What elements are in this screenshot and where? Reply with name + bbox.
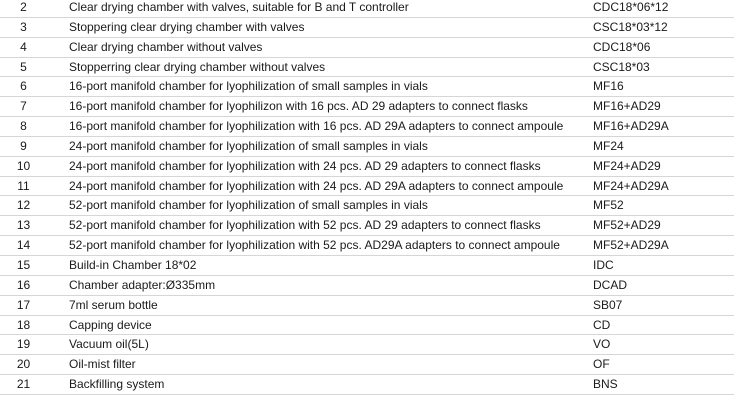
row-product-code: BNS xyxy=(593,377,618,392)
row-number: 19 xyxy=(16,337,31,352)
row-number: 15 xyxy=(16,257,31,272)
table-row xyxy=(0,296,734,316)
row-description: 52-port manifold chamber for lyophilization with 52 pcs. AD 29 adapters to connect flasks xyxy=(69,218,541,233)
table-row xyxy=(0,117,734,137)
row-product-code: CSC18*03*12 xyxy=(593,19,668,34)
row-product-code: MF16+AD29 xyxy=(593,99,661,114)
row-description: 52-port manifold chamber for lyophilization of small samples in vials xyxy=(69,198,428,213)
row-number: 12 xyxy=(16,198,31,213)
row-description: Backfilling system xyxy=(69,377,165,392)
row-number: 9 xyxy=(20,138,27,153)
row-number: 8 xyxy=(20,119,27,134)
row-number: 13 xyxy=(16,218,31,233)
row-product-code: MF16 xyxy=(593,79,624,94)
row-description: Clear drying chamber with valves, suitable for B and T controller xyxy=(69,0,409,14)
row-product-code: IDC xyxy=(593,257,614,272)
row-product-code: MF24 xyxy=(593,138,624,153)
row-number: 16 xyxy=(16,277,31,292)
row-number: 18 xyxy=(16,317,31,332)
table-row xyxy=(0,355,734,375)
table-row xyxy=(0,0,734,18)
row-product-code: MF16+AD29A xyxy=(593,119,669,134)
row-number: 14 xyxy=(16,238,31,253)
table-row xyxy=(0,177,734,197)
table-row xyxy=(0,77,734,97)
row-number: 10 xyxy=(16,158,31,173)
row-number: 7 xyxy=(20,99,27,114)
row-description: 52-port manifold chamber for lyophilization with 52 pcs. AD29A adapters to connect ampoule xyxy=(69,238,560,253)
row-product-code: MF52+AD29 xyxy=(593,218,661,233)
row-description: Stoppering clear drying chamber with valves xyxy=(69,19,305,34)
row-number: 11 xyxy=(17,178,30,193)
row-product-code: SB07 xyxy=(593,297,623,312)
row-description: 24-port manifold chamber for lyophilization with 24 pcs. AD 29 adapters to connect flasks xyxy=(69,158,541,173)
table-row xyxy=(0,216,734,236)
row-description: Stopperring clear drying chamber without valves xyxy=(69,59,326,74)
row-product-code: MF24+AD29A xyxy=(593,178,669,193)
row-number: 5 xyxy=(20,59,27,74)
table-row xyxy=(0,97,734,117)
table-row xyxy=(0,18,734,38)
row-description: 7ml serum bottle xyxy=(69,297,158,312)
row-description: 16-port manifold chamber for lyophilization with 16 pcs. AD 29A adapters to connect ampoule xyxy=(69,119,564,134)
row-description: 16-port manifold chamber for lyophilizon with 16 pcs. AD 29 adapters to connect flasks xyxy=(69,99,528,114)
row-number: 2 xyxy=(20,0,27,14)
row-number: 3 xyxy=(20,19,27,34)
row-number: 20 xyxy=(16,357,31,372)
table-row xyxy=(0,58,734,78)
row-description: Oil-mist filter xyxy=(69,357,136,372)
row-product-code: MF24+AD29 xyxy=(593,158,661,173)
row-product-code: CDC18*06 xyxy=(593,39,651,54)
row-product-code: MF52 xyxy=(593,198,624,213)
row-number: 6 xyxy=(20,79,27,94)
row-description: 16-port manifold chamber for lyophilization of small samples in vials xyxy=(69,79,428,94)
table-row xyxy=(0,137,734,157)
row-number: 21 xyxy=(16,377,31,392)
row-product-code: MF52+AD29A xyxy=(593,238,669,253)
row-number: 4 xyxy=(20,39,27,54)
table-row xyxy=(0,316,734,336)
table-row xyxy=(0,196,734,216)
table-row xyxy=(0,256,734,276)
row-description: Capping device xyxy=(69,317,152,332)
table-row xyxy=(0,276,734,296)
row-description: 24-port manifold chamber for lyophilization of small samples in vials xyxy=(69,138,428,153)
row-number: 17 xyxy=(16,297,31,312)
row-description: Clear drying chamber without valves xyxy=(69,39,263,54)
row-product-code: CD xyxy=(593,317,611,332)
row-description: Build-in Chamber 18*02 xyxy=(69,257,197,272)
row-description: Chamber adapter:Ø335mm xyxy=(69,277,216,292)
row-product-code: VO xyxy=(593,337,611,352)
table-row xyxy=(0,335,734,355)
table-row xyxy=(0,38,734,58)
table-row xyxy=(0,236,734,256)
table-row xyxy=(0,375,734,395)
row-description: 24-port manifold chamber for lyophilization with 24 pcs. AD 29A adapters to connect ampoule xyxy=(69,178,564,193)
row-product-code: OF xyxy=(593,357,610,372)
table-row xyxy=(0,157,734,177)
row-product-code: CDC18*06*12 xyxy=(593,0,669,14)
row-description: Vacuum oil(5L) xyxy=(69,337,149,352)
row-product-code: CSC18*03 xyxy=(593,59,650,74)
row-product-code: DCAD xyxy=(593,277,628,292)
